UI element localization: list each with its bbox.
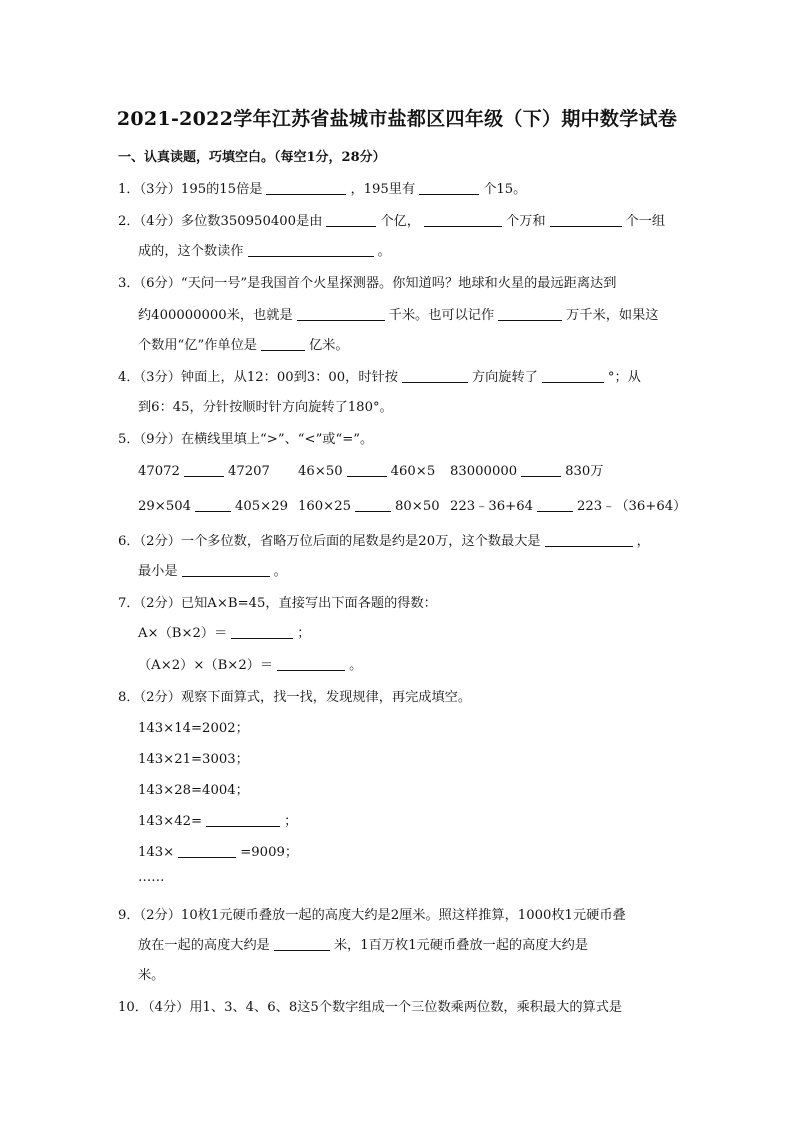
q5-r1-right-1: 47207 (227, 464, 270, 479)
q7-blank-2[interactable] (277, 657, 345, 671)
question-3-cont1 (138, 304, 676, 323)
q6-blank-1[interactable] (545, 533, 633, 547)
question-6 (118, 530, 676, 549)
q2-blank-1[interactable] (326, 213, 376, 227)
q8-line-2: 143×21=3003； (138, 752, 249, 767)
q8-line-1: 143×14=2002； (138, 721, 249, 736)
q4-text-c: °；从 (607, 370, 641, 385)
q6-text-a: 6．（2分）一个多位数，省略万位后面的尾数是约是20万，这个数最大是 (118, 534, 541, 549)
q8-ellipsis: …… (138, 870, 165, 885)
question-10 (118, 996, 676, 1015)
q1-text-b: ，195里有 (350, 182, 416, 197)
q5-r2-right-2: 80×50 (395, 499, 440, 514)
q2-text-f: 。 (377, 244, 391, 259)
q2-blank-2[interactable] (424, 213, 502, 227)
q3-blank-3[interactable] (261, 337, 305, 351)
q3-blank-1[interactable] (297, 307, 385, 321)
q9-blank-1[interactable] (274, 937, 330, 951)
q5-r1-blank-1[interactable] (184, 463, 224, 477)
q5-r1-blank-3[interactable] (521, 463, 561, 477)
question-4 (118, 366, 676, 385)
q8-l5-end: =9009； (240, 845, 299, 860)
q1-text-c: 个15。 (483, 182, 527, 197)
q3-text-d: 个数用“亿”作单位是 (138, 338, 257, 353)
question-7-a (138, 622, 676, 641)
question-1 (118, 178, 676, 197)
q3-text-b: 千米。也可以记作 (388, 308, 495, 323)
q8-heading: 8．（2分）观察下面算式，找一找，发现规律，再完成填空。 (118, 690, 472, 705)
q2-text-b: 个亿， (380, 214, 420, 229)
q2-blank-4[interactable] (248, 243, 374, 257)
q3-blank-2[interactable] (498, 307, 562, 321)
q2-text-e: 成的，这个数读作 (138, 244, 244, 259)
q6-text-d: 。 (273, 564, 287, 579)
q2-text-a: 2．（4分）多位数350950400是由 (118, 214, 323, 229)
q10-text-line1: 10．（4分）用1、3、4、6、8这5个数字组成一个三位数乘两位数，乘积最大的算式是 (118, 1000, 623, 1015)
q8-line-4 (138, 810, 676, 829)
q8-line-3: 143×28=4004； (138, 783, 249, 798)
q3-text-c: 万千米，如果这 (566, 308, 659, 323)
q6-text-c: 最小是 (138, 564, 178, 579)
q9-text-c: 米。 (138, 968, 165, 983)
question-5-row2 (138, 495, 687, 514)
question-5 (118, 428, 676, 447)
q5-r1-right-3: 830万 (565, 464, 604, 479)
q5-r1-right-2: 460×5 (390, 464, 436, 479)
q9-text-line1: 9．（2分）10枚1元硬币叠放一起的高度大约是2厘米。照这样推算，1000枚1元硬币叠 (118, 908, 626, 923)
question-2 (118, 210, 676, 229)
question-6-cont (138, 560, 676, 579)
q8-l4-end: ； (284, 814, 298, 829)
q2-blank-3[interactable] (550, 213, 622, 227)
page-title: 2021-2022学年江苏省盐城市盐都区四年级（下）期中数学试卷 (116, 108, 678, 130)
question-9-cont (138, 934, 676, 953)
q5-r2-blank-1[interactable] (195, 498, 231, 512)
q5-r1-blank-2[interactable] (347, 463, 387, 477)
q5-r2-left-2: 160×25 (298, 499, 352, 514)
q4-blank-1[interactable] (402, 369, 468, 383)
q1-blank-1[interactable] (266, 181, 346, 195)
q1-blank-2[interactable] (419, 181, 479, 195)
q7-text-a: A×（B×2）＝ (138, 626, 228, 641)
question-3 (118, 272, 676, 291)
question-9-cont2 (138, 964, 676, 983)
q7-heading: 7．（2分）已知A×B=45，直接写出下面各题的得数： (118, 596, 437, 611)
q9-text-a: 放在一起的高度大约是 (138, 938, 270, 953)
q6-blank-2[interactable] (182, 563, 270, 577)
q5-r1-left-1: 47072 (138, 464, 180, 479)
q5-r2-left-3: 223﹣36+64 (450, 499, 533, 514)
q2-text-d: 个一组 (625, 214, 666, 229)
q3-text-a: 约400000000米，也就是 (138, 308, 293, 323)
question-7 (118, 592, 676, 611)
question-7-b (138, 654, 676, 673)
question-8 (118, 686, 676, 705)
q5-r2-left-1: 29×504 (138, 499, 192, 514)
question-4-cont (138, 396, 676, 415)
q8-line-5 (138, 841, 676, 860)
q8-l4-text: 143×42= (138, 814, 203, 829)
q7-blank-1[interactable] (231, 625, 293, 639)
q7-text-b-end: 。 (349, 658, 363, 673)
q4-text-b: 方向旋转了 (471, 370, 538, 385)
q1-text-a: 1．（3分）195的15倍是 (118, 182, 263, 197)
q5-r2-blank-3[interactable] (537, 498, 573, 512)
section-heading: 一、认真读题，巧填空白。（每空1分，28分） (118, 150, 386, 165)
q3-text-line1: 3．（6分）“天问一号”是我国首个火星探测器。你知道吗？地球和火星的最远距离达到 (118, 276, 617, 291)
q7-text-b: （A×2）×（B×2）＝ (138, 658, 274, 673)
question-9 (118, 904, 676, 923)
q5-r2-blank-2[interactable] (355, 498, 391, 512)
q5-r2-right-1: 405×29 (235, 499, 289, 514)
q4-text-d: 到6：45，分针按顺时针方向旋转了180°。 (138, 400, 393, 415)
q5-heading: 5．（9分）在横线里填上“>”、“<”或“=”。 (118, 432, 374, 447)
q5-r2-right-3: 223﹣（36+64） (576, 499, 687, 514)
question-2-cont (138, 240, 676, 259)
q9-text-b: 米，1百万枚1元硬币叠放一起的高度大约是 (333, 938, 589, 953)
q7-text-a-end: ； (297, 626, 311, 641)
q2-text-c: 个万和 (505, 214, 546, 229)
q3-text-e: 亿米。 (308, 338, 349, 353)
q6-text-b: ， (636, 534, 650, 549)
q4-text-a: 4．（3分）钟面上，从12：00到3：00，时针按 (118, 370, 398, 385)
question-5-row1 (138, 460, 676, 479)
q5-r1-left-2: 46×50 (298, 464, 343, 479)
question-3-cont2 (138, 334, 676, 353)
q8-blank-2[interactable] (178, 844, 236, 858)
q8-blank-1[interactable] (206, 813, 280, 827)
q5-r1-left-3: 83000000 (450, 464, 518, 479)
q4-blank-2[interactable] (542, 369, 604, 383)
q8-l5-text: 143× (138, 845, 175, 860)
